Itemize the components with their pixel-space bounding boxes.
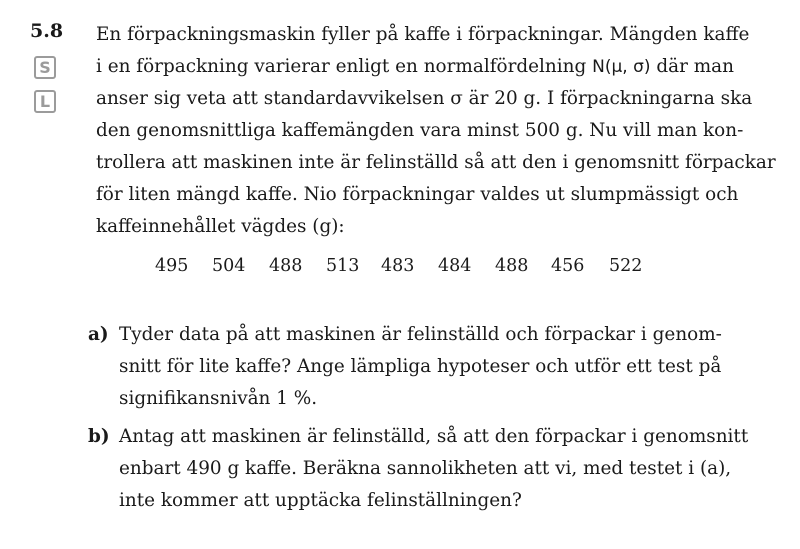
data-value: 522	[609, 256, 643, 276]
data-value: 488	[495, 256, 529, 276]
problem-number: 5.8	[30, 20, 64, 42]
intro-line: anser sig veta att standardavvikelsen σ är 20 g. I förpackningarna ska	[96, 88, 753, 109]
intro-line: En förpackningsmaskin fyller på kaffe i förpackningar. Mängden kaffe	[96, 24, 750, 45]
part-label: b)	[88, 426, 110, 447]
data-value: 513	[326, 256, 360, 276]
intro-text: där man	[650, 56, 734, 77]
problem-intro	[96, 19, 796, 243]
l-badge: L	[34, 90, 56, 113]
intro-line: kaffeinnehållet vägdes (g):	[96, 216, 345, 237]
intro-text: i en förpackning varierar enligt en normalfördelning	[96, 56, 593, 77]
part-line: Antag att maskinen är felinställd, så att den förpackar i genomsnitt	[119, 426, 749, 447]
part-text	[119, 421, 789, 517]
intro-line: den genomsnittliga kaffemängden vara minst 500 g. Nu vill man kon-	[96, 120, 744, 141]
part-text	[119, 319, 789, 415]
normal-distribution-notation: N(μ, σ)	[592, 57, 651, 77]
part-line: Tyder data på att maskinen är felinställd och förpackar i genom-	[119, 324, 722, 345]
part-line: snitt för lite kaffe? Ange lämpliga hypoteser och utför ett test på	[119, 356, 722, 377]
data-value: 488	[269, 256, 303, 276]
part-line: inte kommer att upptäcka felinställningen?	[119, 490, 522, 511]
part-line: enbart 490 g kaffe. Beräkna sannolikheten att vi, med testet i (a),	[119, 458, 732, 479]
data-values-row	[0, 256, 800, 286]
data-value: 456	[551, 256, 585, 276]
intro-line: för liten mängd kaffe. Nio förpackningar valdes ut slumpmässigt och	[96, 184, 739, 205]
intro-line	[96, 51, 796, 83]
data-value: 483	[381, 256, 415, 276]
s-badge: S	[34, 56, 56, 79]
intro-line: trollera att maskinen inte är felinställd så att den i genomsnitt förpackar	[96, 152, 776, 173]
data-value: 504	[212, 256, 246, 276]
part-label: a)	[88, 324, 109, 345]
data-value: 484	[438, 256, 472, 276]
part-line: signifikansnivån 1 %.	[119, 388, 318, 409]
data-value: 495	[155, 256, 189, 276]
